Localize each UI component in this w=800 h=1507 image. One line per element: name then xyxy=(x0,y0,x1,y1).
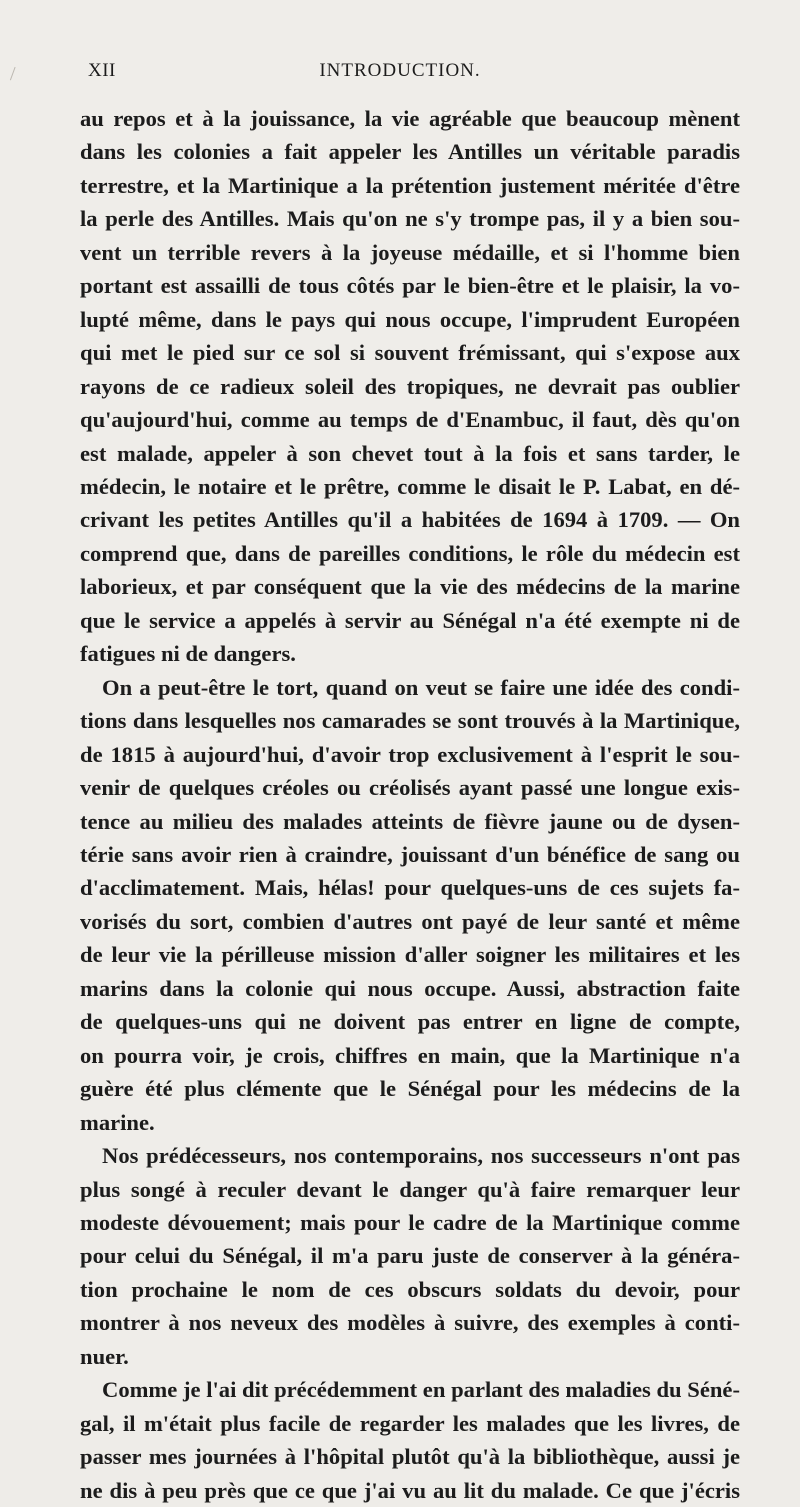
text-line: terrestre, et la Martinique a la prétention justement méritée d'être xyxy=(80,172,740,198)
text-line: plus songé à reculer devant le danger qu'à faire remarquer leur xyxy=(80,1176,740,1202)
text-line: médecin, le notaire et le prêtre, comme le disait le P. Labat, en dé- xyxy=(80,473,740,499)
text-line: vent un terrible revers à la joyeuse médaille, et si l'homme bien xyxy=(80,239,740,265)
running-title: INTRODUCTION. xyxy=(319,60,481,81)
text-line: tions dans lesquelles nos camarades se sont trouvés à la Martinique, xyxy=(80,708,740,734)
text-line: ne dis à peu près que ce que j'ai vu au lit du malade. Ce que j'écris xyxy=(80,1477,740,1503)
text-line: laborieux, et par conséquent que la vie des médecins de la marine xyxy=(80,574,740,600)
text-line: montrer à nos neveux des modèles à suivre, des exemples à conti- xyxy=(80,1310,740,1336)
text-line: crivant les petites Antilles qu'il a habitées de 1694 à 1709. — On xyxy=(80,507,740,533)
text-line: qu'aujourd'hui, comme au temps de d'Enambuc, il faut, dès qu'on xyxy=(80,407,740,433)
text-line: au repos et à la jouissance, la vie agréable que beaucoup mènent xyxy=(80,106,740,131)
text-line: On a peut-être le tort, quand on veut se faire une idée des condi- xyxy=(102,674,740,700)
text-line: la perle des Antilles. Mais qu'on ne s'y trompe pas, il y a bien sou- xyxy=(80,206,740,232)
text-line: tion prochaine le nom de ces obscurs soldats du devoir, pour xyxy=(80,1276,740,1302)
text-line: Nos prédécesseurs, nos contemporains, nos successeurs n'ont pas xyxy=(102,1143,740,1169)
text-line: de 1815 à aujourd'hui, d'avoir trop exclusivement à l'esprit le sou- xyxy=(80,741,740,767)
text-line: de leur vie la périlleuse mission d'aller soigner les militaires et les xyxy=(80,942,740,968)
margin-mark xyxy=(10,67,23,83)
text-line: pour celui du Sénégal, il m'a paru juste de conserver à la généra- xyxy=(80,1243,740,1269)
text-line: on pourra voir, je crois, chiffres en main, que la Martinique n'a xyxy=(80,1042,740,1068)
text-line: d'acclimatement. Mais, hélas! pour quelques-uns de ces sujets fa- xyxy=(80,875,740,901)
text-line: venir de quelques créoles ou créolisés ayant passé une longue exis- xyxy=(80,775,740,801)
body-text xyxy=(80,102,740,1507)
text-line: modeste dévouement; mais pour le cadre de la Martinique comme xyxy=(80,1209,740,1235)
paragraph xyxy=(80,1373,740,1507)
paragraph xyxy=(80,102,740,671)
text-line: comprend que, dans de pareilles conditions, le rôle du médecin est xyxy=(80,540,740,566)
text-line: qui met le pied sur ce sol si souvent frémissant, qui s'expose aux xyxy=(80,340,740,366)
page-number: XII xyxy=(88,60,116,81)
text-line: térie sans avoir rien à craindre, jouissant d'un bénéfice de sang ou xyxy=(80,841,740,867)
text-line: marine. xyxy=(80,1109,155,1135)
text-line: marins dans la colonie qui nous occupe. Aussi, abstraction faite xyxy=(80,975,740,1001)
text-line: vorisés du sort, combien d'autres ont payé de leur santé et même xyxy=(80,908,740,934)
text-line: guère été plus clémente que le Sénégal pour les médecins de la xyxy=(80,1076,740,1102)
text-line: portant est assailli de tous côtés par le bien-être et le plaisir, la vo- xyxy=(80,273,740,299)
text-line: tence au milieu des malades atteints de fièvre jaune ou de dysen- xyxy=(80,808,740,834)
text-line: est malade, appeler à son chevet tout à la fois et sans tarder, le xyxy=(80,440,740,466)
paragraph xyxy=(80,671,740,1139)
text-line: dans les colonies a fait appeler les Antilles un véritable paradis xyxy=(80,139,740,165)
text-line: rayons de ce radieux soleil des tropiques, ne devrait pas oublier xyxy=(80,373,740,399)
text-line: de quelques-uns qui ne doivent pas entrer en ligne de compte, xyxy=(80,1009,740,1035)
text-line: lupté même, dans le pays qui nous occupe, l'imprudent Européen xyxy=(80,306,740,332)
text-line: fatigues ni de dangers. xyxy=(80,641,296,667)
paragraph xyxy=(80,1139,740,1373)
text-line: Comme je l'ai dit précédemment en parlant des maladies du Séné- xyxy=(102,1377,740,1403)
text-line: passer mes journées à l'hôpital plutôt qu'à la bibliothèque, aussi je xyxy=(80,1444,740,1470)
text-line: que le service a appelés à servir au Sénégal n'a été exempte ni de xyxy=(80,607,740,633)
page-header xyxy=(80,60,720,90)
text-line: nuer. xyxy=(80,1343,129,1369)
text-line: gal, il m'était plus facile de regarder les malades que les livres, de xyxy=(80,1410,740,1436)
